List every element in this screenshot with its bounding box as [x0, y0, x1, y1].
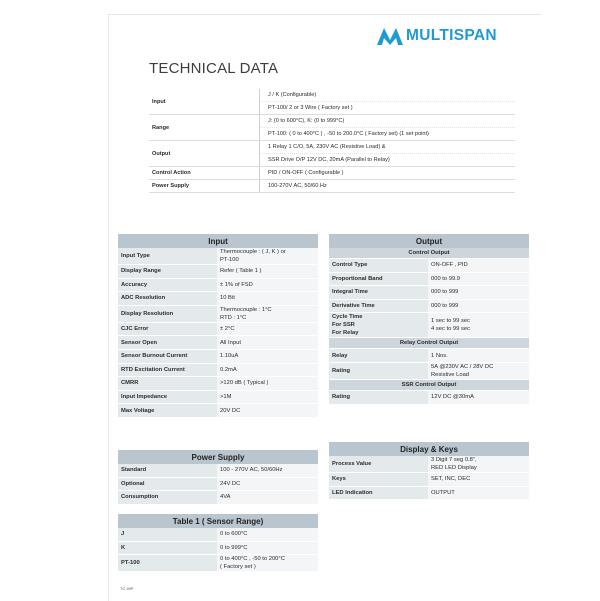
spec-key	[118, 541, 217, 555]
spec-key	[118, 292, 217, 306]
spec-key	[118, 464, 217, 477]
spec-key	[329, 390, 428, 404]
tech-label: Power Supply	[149, 180, 260, 193]
spec-value-text: 12V DC @30mA	[431, 394, 474, 401]
spec-value-text: 000 to 999	[431, 303, 459, 310]
spec-row	[118, 491, 318, 505]
spec-row	[329, 456, 529, 473]
input-header: Input	[118, 234, 318, 248]
spec-key	[118, 555, 217, 572]
spec-key	[118, 404, 217, 418]
spec-row	[118, 390, 318, 404]
spec-value	[428, 299, 529, 313]
spec-value-text: Thermocouple : ( J, K ) or	[220, 249, 286, 255]
spec-value	[428, 473, 529, 487]
spec-row	[118, 278, 318, 292]
spec-key-text: Display Range	[121, 268, 161, 275]
spec-key-text: Standard	[121, 467, 147, 474]
sub-header-row	[329, 338, 529, 349]
spec-key-text: For SSR	[332, 322, 355, 329]
spec-key	[329, 349, 428, 363]
spec-value-text: 20V DC	[220, 407, 241, 414]
tech-row	[149, 115, 515, 128]
spec-key	[118, 528, 217, 541]
spec-value	[217, 390, 318, 404]
spec-key-text: ADC Resolution	[121, 295, 166, 302]
spec-value	[217, 555, 318, 572]
spec-value	[217, 464, 318, 477]
spec-key-text: For Relay	[332, 330, 359, 337]
spec-value-text: 0 to 600°C	[220, 531, 248, 538]
spec-value	[428, 456, 529, 473]
spec-key	[329, 362, 428, 379]
spec-row	[329, 313, 529, 338]
tech-row	[149, 89, 515, 102]
spec-value	[217, 363, 318, 377]
spec-value	[217, 541, 318, 555]
spec-key-text: Max Voltage	[121, 407, 155, 414]
spec-key	[118, 390, 217, 404]
spec-key	[329, 313, 428, 338]
spec-value-text: 1 Nos.	[431, 352, 448, 359]
spec-key-text: Display Resolution	[121, 310, 174, 317]
spec-value-text: 24V DC	[220, 480, 241, 487]
spec-value	[217, 349, 318, 363]
spec-row	[118, 363, 318, 377]
spec-key-text: Sensor Open	[121, 339, 158, 346]
spec-value	[217, 377, 318, 391]
spec-value-text: 3 Digit 7 seg 0.8",	[431, 457, 477, 463]
sub-header: Relay Control Output	[329, 338, 529, 349]
tech-row	[149, 180, 515, 193]
spec-value	[217, 305, 318, 322]
sub-header: Control Output	[329, 248, 529, 259]
spec-key	[329, 286, 428, 300]
spec-value-text: 5A @230V AC / 28V DC	[431, 363, 494, 370]
spec-key	[118, 336, 217, 350]
spec-key-text: Sensor Burnout Current	[121, 353, 188, 360]
spec-value-text: 4VA	[220, 494, 231, 501]
spec-row	[118, 464, 318, 477]
spec-key-text: Keys	[332, 476, 346, 483]
spec-key	[329, 299, 428, 313]
spec-key-text: Rating	[332, 394, 351, 401]
spec-value-text: Resistive Load	[431, 371, 470, 378]
spec-row	[118, 349, 318, 363]
spec-value	[217, 491, 318, 505]
spec-value-text: 10 Bit	[220, 295, 235, 302]
spec-value-text: 1 sec to 99 sec	[431, 318, 470, 325]
spec-row	[118, 292, 318, 306]
spec-key-text: Proportional Band	[332, 275, 383, 282]
spec-value-text: 100 - 270V AC, 50/60Hz	[220, 467, 283, 474]
tech-value: PT-100/ 2 or 3 Wire ( Factory set )	[260, 102, 516, 115]
spec-row	[118, 322, 318, 336]
spec-value-text: ON-OFF , PID	[431, 262, 468, 269]
spec-value	[428, 286, 529, 300]
spec-value-text: RTD : 1°C	[220, 314, 247, 321]
spec-key-text: Input Type	[121, 253, 150, 259]
spec-key-text: Relay	[332, 352, 348, 359]
spec-key-text: RTD Excitation Current	[121, 366, 185, 373]
power-supply-table	[118, 450, 318, 505]
spec-value	[428, 390, 529, 404]
spec-row	[329, 390, 529, 404]
spec-row	[118, 528, 318, 541]
tech-label: Control Action	[149, 167, 260, 180]
spec-key	[118, 278, 217, 292]
spec-row	[118, 404, 318, 418]
spec-key-text: PT-100	[121, 560, 140, 567]
spec-key	[118, 491, 217, 505]
spec-row	[329, 272, 529, 286]
spec-value-text: Refer ( Table 1 )	[220, 268, 262, 275]
tech-row	[149, 141, 515, 154]
page-title: TECHNICAL DATA	[149, 60, 279, 77]
footer-code: TC 49P	[120, 586, 134, 591]
spec-key	[118, 265, 217, 279]
spec-key	[329, 259, 428, 273]
spec-value-text: All Input	[220, 339, 241, 346]
brand-name: MULTISPAN	[406, 27, 497, 44]
spec-value	[428, 259, 529, 273]
spec-key-text: K	[121, 544, 126, 551]
spec-value	[217, 265, 318, 279]
technical-data-table	[149, 89, 515, 193]
spec-row	[118, 265, 318, 279]
spec-value	[428, 362, 529, 379]
spec-value	[217, 528, 318, 541]
spec-value-text: OUTPUT	[431, 489, 455, 496]
spec-key	[118, 363, 217, 377]
spec-key	[118, 477, 217, 491]
input-spec-table	[118, 234, 318, 418]
brand-logo	[377, 27, 497, 45]
spec-key	[329, 456, 428, 473]
spec-key	[118, 377, 217, 391]
spec-key-text: Optional	[121, 480, 145, 487]
spec-value-text: 000 to 99.9	[431, 275, 461, 282]
spec-value-text: 1.10uA	[220, 353, 239, 360]
spec-key	[118, 248, 217, 265]
spec-value	[428, 349, 529, 363]
output-spec-table	[329, 234, 529, 405]
spec-value-text: ± 1% of FSD	[220, 281, 253, 288]
spec-key-text: Cycle Time	[332, 314, 363, 321]
sub-header-row	[329, 248, 529, 259]
spec-key-text: Control Type	[332, 262, 368, 269]
output-header: Output	[329, 234, 529, 248]
spec-key	[329, 272, 428, 286]
spec-value	[217, 292, 318, 306]
tech-value: J: (0 to 600°C), K: (0 to 999°C)	[260, 115, 516, 128]
tech-value: 100-270V AC, 50/60 Hz	[260, 180, 516, 193]
spec-key-text: Process Value	[332, 461, 372, 467]
spec-row	[329, 486, 529, 500]
spec-value	[428, 486, 529, 500]
spec-key	[118, 322, 217, 336]
spec-value	[217, 336, 318, 350]
spec-value	[217, 278, 318, 292]
spec-value-text: >1M	[220, 394, 232, 401]
spec-key	[329, 486, 428, 500]
spec-value-text: >120 dB ( Typical )	[220, 380, 269, 387]
tech-label: Range	[149, 115, 260, 141]
spec-key-text: Input Impedance	[121, 394, 168, 401]
spec-key-text: CMRR	[121, 380, 139, 387]
tech-value: 1 Relay 1 C/O, 5A, 230V AC (Resistive Load) &	[260, 141, 516, 154]
sensor-header: Table 1 ( Sensor Range)	[118, 514, 318, 528]
spec-row	[118, 541, 318, 555]
sub-header-row	[329, 379, 529, 390]
display-keys-table	[329, 442, 529, 500]
spec-key-text: J	[121, 531, 125, 538]
spec-value-text: ± 2°C	[220, 326, 235, 333]
spec-row	[329, 349, 529, 363]
spec-value-text: RED LED Display	[431, 465, 477, 471]
spec-row	[118, 555, 318, 572]
spec-value	[217, 322, 318, 336]
tech-value: SSR Drive O/P 12V DC, 20mA (Parallel to Relay)	[260, 154, 516, 167]
spec-key-text: Derivative Time	[332, 303, 375, 310]
spec-key-text: Consumption	[121, 494, 159, 501]
spec-row	[329, 259, 529, 273]
tech-value: J / K (Configurable)	[260, 89, 516, 102]
spec-key	[118, 305, 217, 322]
tech-label: Input	[149, 89, 260, 115]
spec-key-text: LED Indication	[332, 489, 373, 496]
display-header: Display & Keys	[329, 442, 529, 456]
spec-row	[118, 336, 318, 350]
spec-value-text: ( Factory set )	[220, 564, 256, 571]
tech-value: PT-100: ( 0 to 400°C ) , -50 to 200.0°C ( Factory set) (1 set point)	[260, 128, 516, 141]
tech-value: PID / ON-OFF ( Configurable )	[260, 167, 516, 180]
spec-value-text: 000 to 999	[431, 289, 459, 296]
power-header: Power Supply	[118, 450, 318, 464]
spec-value-text: 0 to 400°C , -50 to 200°C	[220, 556, 285, 563]
sensor-range-table	[118, 514, 318, 572]
spec-value-text: Thermocouple : 1°C	[220, 306, 272, 313]
spec-value-text: SET, INC, DEC	[431, 476, 471, 483]
spec-value-text: PT-100	[220, 257, 239, 263]
spec-key-text: Rating	[332, 367, 351, 374]
spec-value	[428, 272, 529, 286]
spec-row	[118, 248, 318, 265]
spec-value-text: 4 sec to 99 sec	[431, 326, 470, 333]
spec-value-text: 0.2mA	[220, 366, 237, 373]
spec-value	[217, 477, 318, 491]
tech-row	[149, 167, 515, 180]
spec-key	[118, 349, 217, 363]
spec-value	[217, 404, 318, 418]
spec-value	[217, 248, 318, 265]
spec-row	[118, 477, 318, 491]
spec-key-text: Accuracy	[121, 281, 148, 288]
tech-label: Output	[149, 141, 260, 167]
spec-value-text: 0 to 999°C	[220, 544, 248, 551]
sub-header: SSR Control Output	[329, 379, 529, 390]
spec-row	[329, 299, 529, 313]
spec-row	[329, 473, 529, 487]
spec-key-text: CJC Error	[121, 326, 149, 333]
spec-key-text: Integral Time	[332, 289, 368, 296]
multispan-logo-icon	[377, 28, 403, 45]
spec-key	[329, 473, 428, 487]
spec-row	[118, 377, 318, 391]
spec-row	[118, 305, 318, 322]
spec-row	[329, 286, 529, 300]
spec-row	[329, 362, 529, 379]
spec-value	[428, 313, 529, 338]
